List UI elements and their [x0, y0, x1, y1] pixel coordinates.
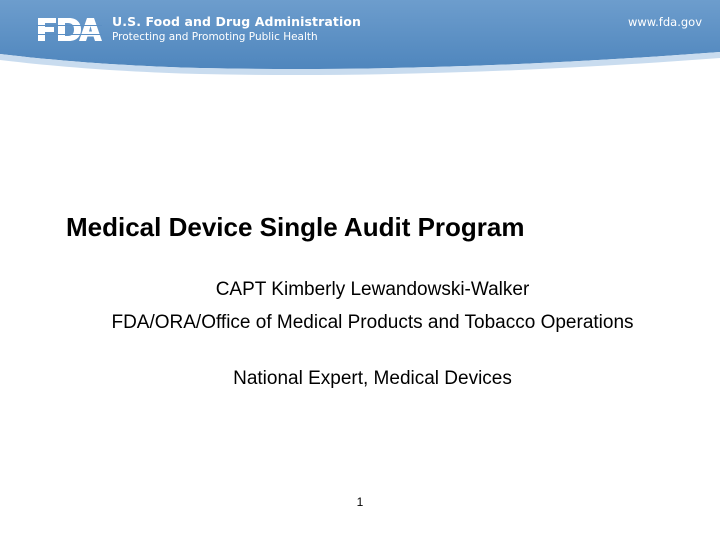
- presenter-role: National Expert, Medical Devices: [233, 368, 512, 389]
- website-link[interactable]: www.fda.gov: [627, 15, 702, 29]
- fda-logo: [36, 15, 102, 43]
- agency-name: U.S. Food and Drug Administration: [112, 14, 362, 29]
- header-banner: [0, 0, 720, 80]
- presenter-office: FDA/ORA/Office of Medical Products and Tobacco Operations: [111, 312, 634, 333]
- agency-tagline: Protecting and Promoting Public Health: [112, 31, 318, 43]
- presenter-name: CAPT Kimberly Lewandowski-Walker: [215, 279, 530, 300]
- page-number: 1: [356, 495, 364, 509]
- slide-title: Medical Device Single Audit Program: [66, 212, 525, 242]
